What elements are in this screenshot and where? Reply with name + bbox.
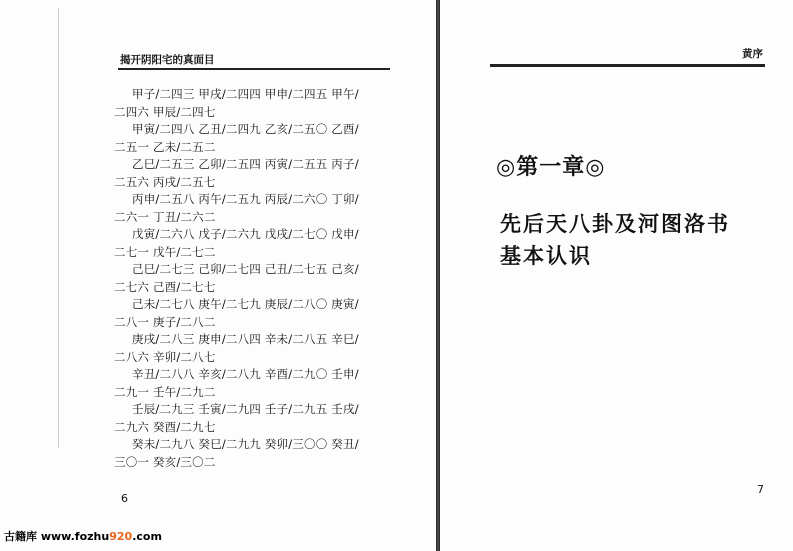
chapter-heading: ◎第一章◎	[496, 154, 606, 180]
entry-line: 三〇一 癸亥/三〇二	[114, 454, 216, 469]
entry-line: 己巳/二七三 己卯/二七四 己丑/二七五 己亥/	[132, 262, 359, 276]
header-rule-right	[490, 64, 765, 67]
entry-line: 癸未/二九八 癸巳/二九九 癸卯/三〇〇 癸丑/	[132, 437, 359, 451]
chapter-title	[500, 208, 780, 272]
entry-line: 二九一 壬午/二九二	[114, 384, 216, 399]
entry-line: 丙申/二五八 丙午/二五九 丙辰/二六〇 丁卯/	[132, 192, 359, 206]
running-head-right: 黄序	[742, 48, 763, 60]
entry-line: 壬辰/二九三 壬寅/二九四 壬子/二九五 壬戌/	[132, 402, 359, 416]
right-page	[440, 0, 793, 551]
page-number-right: 7	[757, 483, 764, 496]
entry-line: 辛丑/二八八 辛亥/二八九 辛酉/二九〇 壬申/	[132, 367, 359, 381]
entry-line: 二九六 癸酉/二九七	[114, 419, 216, 434]
entry-line: 二六一 丁丑/二六二	[114, 209, 216, 224]
page-number-left: 6	[121, 492, 128, 505]
entry-line: 二八一 庚子/二八二	[114, 314, 216, 329]
entry-line: 二七一 戊午/二七二	[114, 244, 216, 259]
entry-line: 甲寅/二四八 乙丑/二四九 乙亥/二五〇 乙酉/	[132, 122, 359, 136]
watermark-site-prefix: www.fozhu	[40, 530, 110, 543]
chapter-title-line-2: 基本认识	[500, 243, 592, 268]
header-rule-left	[118, 68, 390, 70]
entry-line: 二八六 辛卯/二八七	[114, 349, 216, 364]
entry-line: 二四六 甲辰/二四七	[114, 104, 216, 119]
entry-line: 乙巳/二五三 乙卯/二五四 丙寅/二五五 丙子/	[132, 157, 359, 171]
page-edge-line	[58, 8, 59, 448]
entry-line: 甲子/二四三 甲戌/二四四 甲申/二四五 甲午/	[132, 87, 359, 101]
chapter-title-line-1: 先后天八卦及河图洛书	[500, 211, 730, 236]
watermark-site	[41, 530, 162, 543]
watermark	[4, 528, 162, 544]
entry-list	[114, 86, 404, 471]
entry-line: 二五一 乙未/二五二	[114, 139, 216, 154]
watermark-brand: 古籍库	[4, 530, 37, 543]
entry-line: 戊寅/二六八 戊子/二六九 戊戌/二七〇 戊申/	[132, 227, 359, 241]
running-head-left: 揭开阴阳宅的真面目	[120, 54, 215, 66]
entry-line: 二七六 己酉/二七七	[114, 279, 216, 294]
watermark-site-suffix: .com	[132, 530, 162, 543]
entry-line: 庚戌/二八三 庚申/二八四 辛未/二八五 辛巳/	[132, 332, 359, 346]
watermark-site-num: 920	[109, 530, 133, 543]
entry-line: 己未/二七八 庚午/二七九 庚辰/二八〇 庚寅/	[132, 297, 359, 311]
entry-line: 二五六 丙戌/二五七	[114, 174, 216, 189]
